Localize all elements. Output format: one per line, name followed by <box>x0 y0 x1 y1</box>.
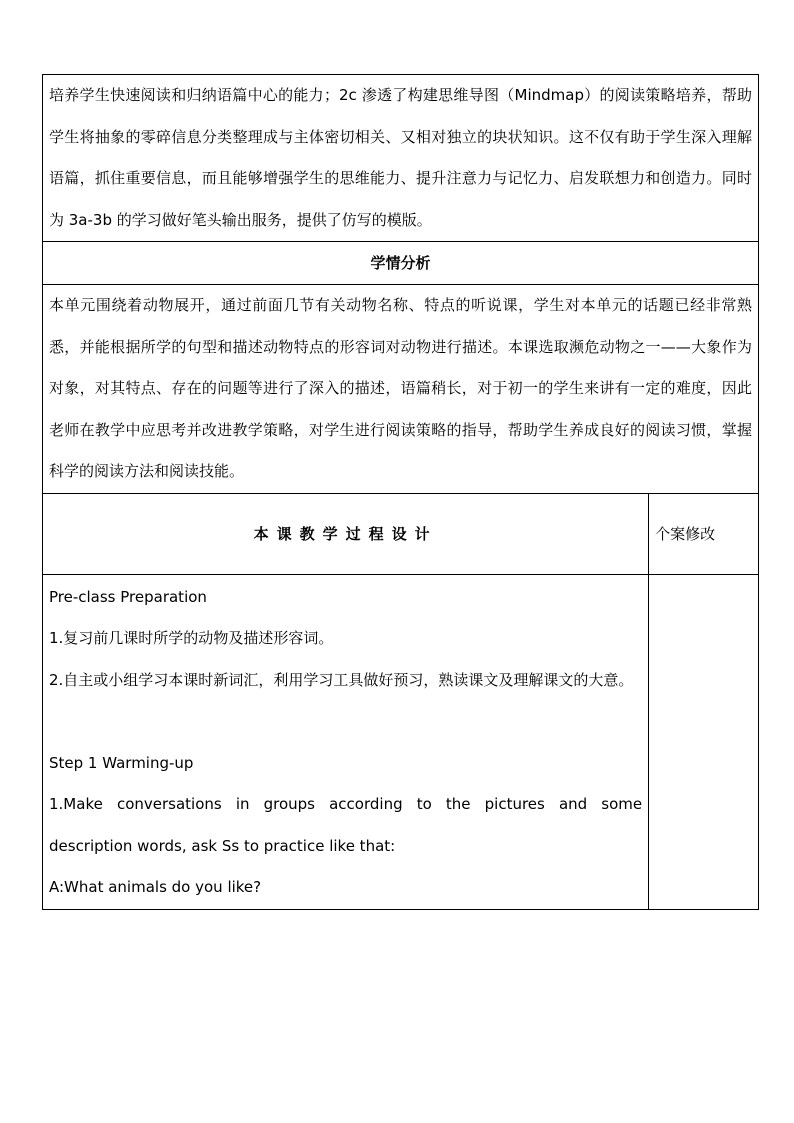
process-content-cell <box>43 574 649 909</box>
process-line: 1.Make conversations in groups according to the pictures and some description words, ask Ss to practice like that: <box>49 795 643 855</box>
intro-cell <box>43 75 759 242</box>
student-analysis-title: 学情分析 <box>43 242 759 285</box>
intro-row <box>43 75 759 242</box>
revision-cell <box>649 574 759 909</box>
process-line-blank <box>49 701 642 743</box>
process-line: 1.复习前几课时所学的动物及描述形容词。 <box>49 629 334 647</box>
process-header-row <box>43 493 759 574</box>
process-line: Step 1 Warming-up <box>49 753 194 772</box>
process-line: A:What animals do you like? <box>49 878 262 896</box>
student-analysis-title-row <box>43 242 759 285</box>
process-content-row <box>43 574 759 909</box>
process-line: 2.自主或小组学习本课时新词汇，利用学习工具做好预习，熟读课文及理解课文的大意。 <box>49 670 634 689</box>
process-line: Pre-class Preparation <box>49 587 207 606</box>
revision-header: 个案修改 <box>649 493 759 574</box>
student-analysis-cell <box>43 285 759 494</box>
process-title: 本课教学过程设计 <box>43 493 649 574</box>
intro-paragraph: 培养学生快速阅读和归纳语篇中心的能力；2c 渗透了构建思维导图（Mindmap）的阅读策略培养，帮助学生将抽象的零碎信息分类整理成与主体密切相关、又相对独立的块状知识。这不仅有助于学生深入理解语篇，抓住重要信息，而且能够增强学生的思维能力、提升注意力与记忆力、启发联想力和创造力。同时为 3a-3b 的学习做好笔头输出服务，提供了仿写的模版。 <box>49 86 752 229</box>
student-analysis-body: 本单元围绕着动物展开，通过前面几节有关动物名称、特点的听说课，学生对本单元的话题已经非常熟悉，并能根据所学的句型和描述动物特点的形容词对动物进行描述。本课选取濒危动物之一——大象作为对象，对其特点、存在的问题等进行了深入的描述，语篇稍长，对于初一的学生来讲有一定的难度，因此老师在教学中应思考并改进教学策略，对学生进行阅读策略的指导，帮助学生养成良好的阅读习惯，掌握科学的阅读方法和阅读技能。 <box>49 296 752 480</box>
student-analysis-row <box>43 285 759 494</box>
lesson-plan-table <box>42 74 759 910</box>
